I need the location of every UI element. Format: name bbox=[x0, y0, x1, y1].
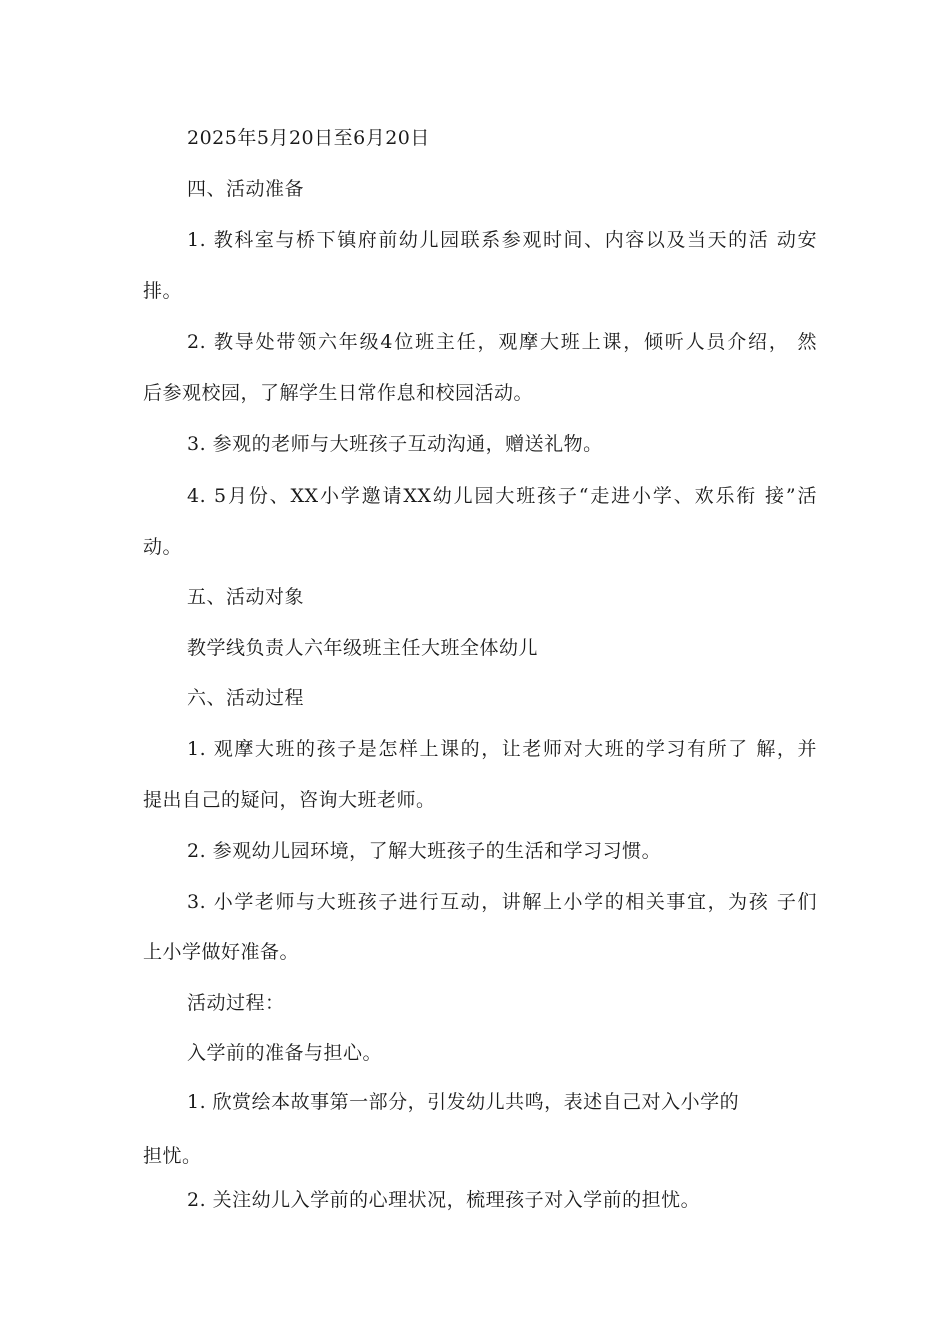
paragraph-line: 提出自己的疑问，咨询大班老师。 bbox=[143, 789, 436, 811]
paragraph-line: 2. 关注幼儿入学前的心理状况，梳理孩子对入学前的担忧。 bbox=[187, 1189, 701, 1211]
paragraph-line: 1. 观摩大班的孩子是怎样上课的，让老师对大班的学习有所了 解，并 bbox=[187, 738, 817, 760]
paragraph-line: 入学前的准备与担心。 bbox=[187, 1042, 383, 1064]
paragraph-line: 动。 bbox=[143, 536, 183, 558]
paragraph-line: 4. 5月份、XX小学邀请XX幼儿园大班孩子“走进小学、欢乐衔 接”活 bbox=[187, 485, 817, 507]
section-heading-participants: 五、活动对象 bbox=[187, 586, 305, 608]
paragraph-line: 3. 参观的老师与大班孩子互动沟通，赠送礼物。 bbox=[187, 433, 603, 455]
paragraph-line: 教学线负责人六年级班主任大班全体幼儿 bbox=[187, 637, 539, 659]
paragraph-line: 1. 欣赏绘本故事第一部分，引发幼儿共鸣，表述自己对入小学的 bbox=[187, 1091, 740, 1113]
paragraph-line: 排。 bbox=[143, 280, 183, 302]
paragraph-line: 3. 小学老师与大班孩子进行互动，讲解上小学的相关事宜，为孩 子们 bbox=[187, 891, 817, 913]
date-range: 2025年5月20日至6月20日 bbox=[187, 127, 430, 149]
subheading-activity-process: 活动过程： bbox=[187, 992, 285, 1014]
paragraph-line: 1. 教科室与桥下镇府前幼儿园联系参观时间、内容以及当天的活 动安 bbox=[187, 229, 817, 251]
paragraph-line: 2. 参观幼儿园环境，了解大班孩子的生活和学习习惯。 bbox=[187, 840, 662, 862]
paragraph-line: 2. 教导处带领六年级4位班主任，观摩大班上课，倾听人员介绍， 然 bbox=[187, 331, 817, 353]
section-heading-preparation: 四、活动准备 bbox=[187, 178, 305, 200]
paragraph-line: 后参观校园，了解学生日常作息和校园活动。 bbox=[143, 382, 534, 404]
paragraph-line: 担忧。 bbox=[143, 1145, 202, 1167]
section-heading-process: 六、活动过程 bbox=[187, 687, 305, 709]
paragraph-line: 上小学做好准备。 bbox=[143, 941, 300, 963]
